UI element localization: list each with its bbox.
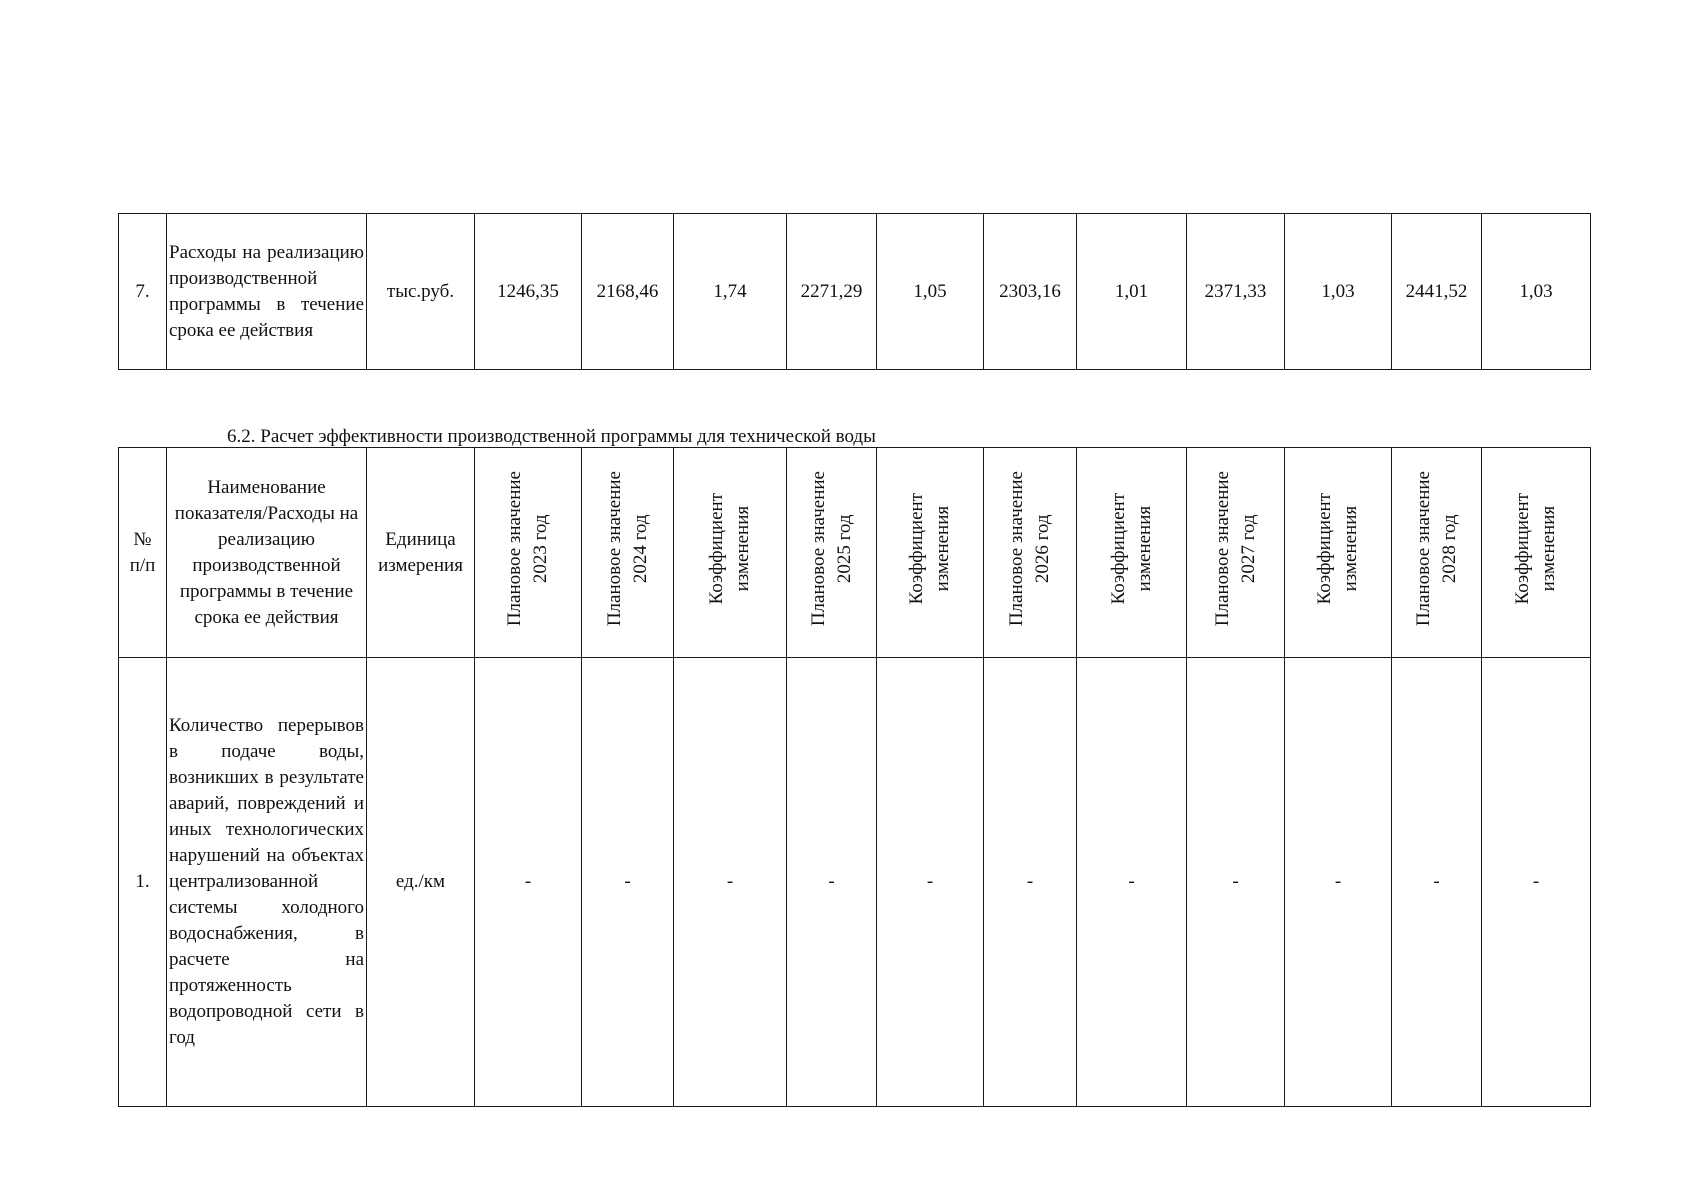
value-cell: - <box>674 658 787 1107</box>
value-cell: 1,05 <box>877 214 984 370</box>
header-coef-label: Коэффициент изменения <box>1512 492 1559 605</box>
value-cell: 2271,29 <box>787 214 877 370</box>
section-title: 6.2. Расчет эффективности производственной программы для технической воды <box>227 426 876 447</box>
header-plan-2026-label: Плановое значение 2026 год <box>1006 470 1053 627</box>
header-coef-label: Коэффициент изменения <box>1107 492 1155 605</box>
expenses-table <box>118 213 1591 370</box>
header-plan-2023 <box>475 448 582 658</box>
header-coef-5 <box>1482 448 1591 658</box>
header-plan-2027-label: Плановое значение 2027 год <box>1211 470 1259 627</box>
header-name-label: Наименование показателя/Расходы на реализацию производственной программы в течение срока ее действия <box>174 476 359 628</box>
value-cell: 1,03 <box>1285 214 1392 370</box>
header-num-label: № п/п <box>129 528 156 576</box>
row-name: Количество перерывов в подаче воды, возникших в результате аварий, повреждений и иных технологических нарушений на объектах централизованной системы холодного водоснабжения, в расчете на протяженность водопроводной сети в год <box>167 658 367 1107</box>
header-plan-2028 <box>1392 448 1482 658</box>
header-coef-4 <box>1285 448 1392 658</box>
value-cell: - <box>787 658 877 1107</box>
header-coef-2 <box>877 448 984 658</box>
header-coef-label: Коэффициент изменения <box>906 492 953 605</box>
value-cell: - <box>582 658 674 1107</box>
value-cell: - <box>984 658 1077 1107</box>
header-plan-2025-label: Плановое значение 2025 год <box>807 470 855 627</box>
value-cell: 2371,33 <box>1187 214 1285 370</box>
value-cell: 1,03 <box>1482 214 1591 370</box>
header-plan-2026 <box>984 448 1077 658</box>
value-cell: - <box>877 658 984 1107</box>
header-plan-2024-label: Плановое значение 2024 год <box>603 470 651 627</box>
header-plan-2023-label: Плановое значение 2023 год <box>504 470 551 627</box>
value-cell: - <box>1187 658 1285 1107</box>
row-name: Расходы на реализацию производственной программы в течение срока ее действия <box>167 214 367 370</box>
value-cell: - <box>475 658 582 1107</box>
header-coef-1 <box>674 448 787 658</box>
row-number: 7. <box>119 214 167 370</box>
header-num <box>119 448 167 658</box>
row-unit: ед./км <box>367 658 475 1107</box>
value-cell: - <box>1482 658 1591 1107</box>
table-row <box>119 214 1591 370</box>
header-plan-2027 <box>1187 448 1285 658</box>
value-cell: - <box>1077 658 1187 1107</box>
header-unit <box>367 448 475 658</box>
value-cell: 1246,35 <box>475 214 582 370</box>
table-header-row <box>119 448 1591 658</box>
header-plan-2025 <box>787 448 877 658</box>
header-coef-label: Коэффициент изменения <box>706 492 753 605</box>
value-cell: - <box>1392 658 1482 1107</box>
header-name <box>167 448 367 658</box>
value-cell: 2303,16 <box>984 214 1077 370</box>
value-cell: 2168,46 <box>582 214 674 370</box>
table-row <box>119 658 1591 1107</box>
value-cell: 1,01 <box>1077 214 1187 370</box>
header-coef-label: Коэффициент изменения <box>1314 492 1361 605</box>
header-plan-2028-label: Плановое значение 2028 год <box>1412 470 1460 627</box>
value-cell: 1,74 <box>674 214 787 370</box>
header-unit-label: Единица измерения <box>378 528 463 576</box>
value-cell: - <box>1285 658 1392 1107</box>
header-plan-2024 <box>582 448 674 658</box>
header-coef-3 <box>1077 448 1187 658</box>
row-number: 1. <box>119 658 167 1107</box>
value-cell: 2441,52 <box>1392 214 1482 370</box>
row-unit: тыс.руб. <box>367 214 475 370</box>
efficiency-table <box>118 447 1591 1107</box>
